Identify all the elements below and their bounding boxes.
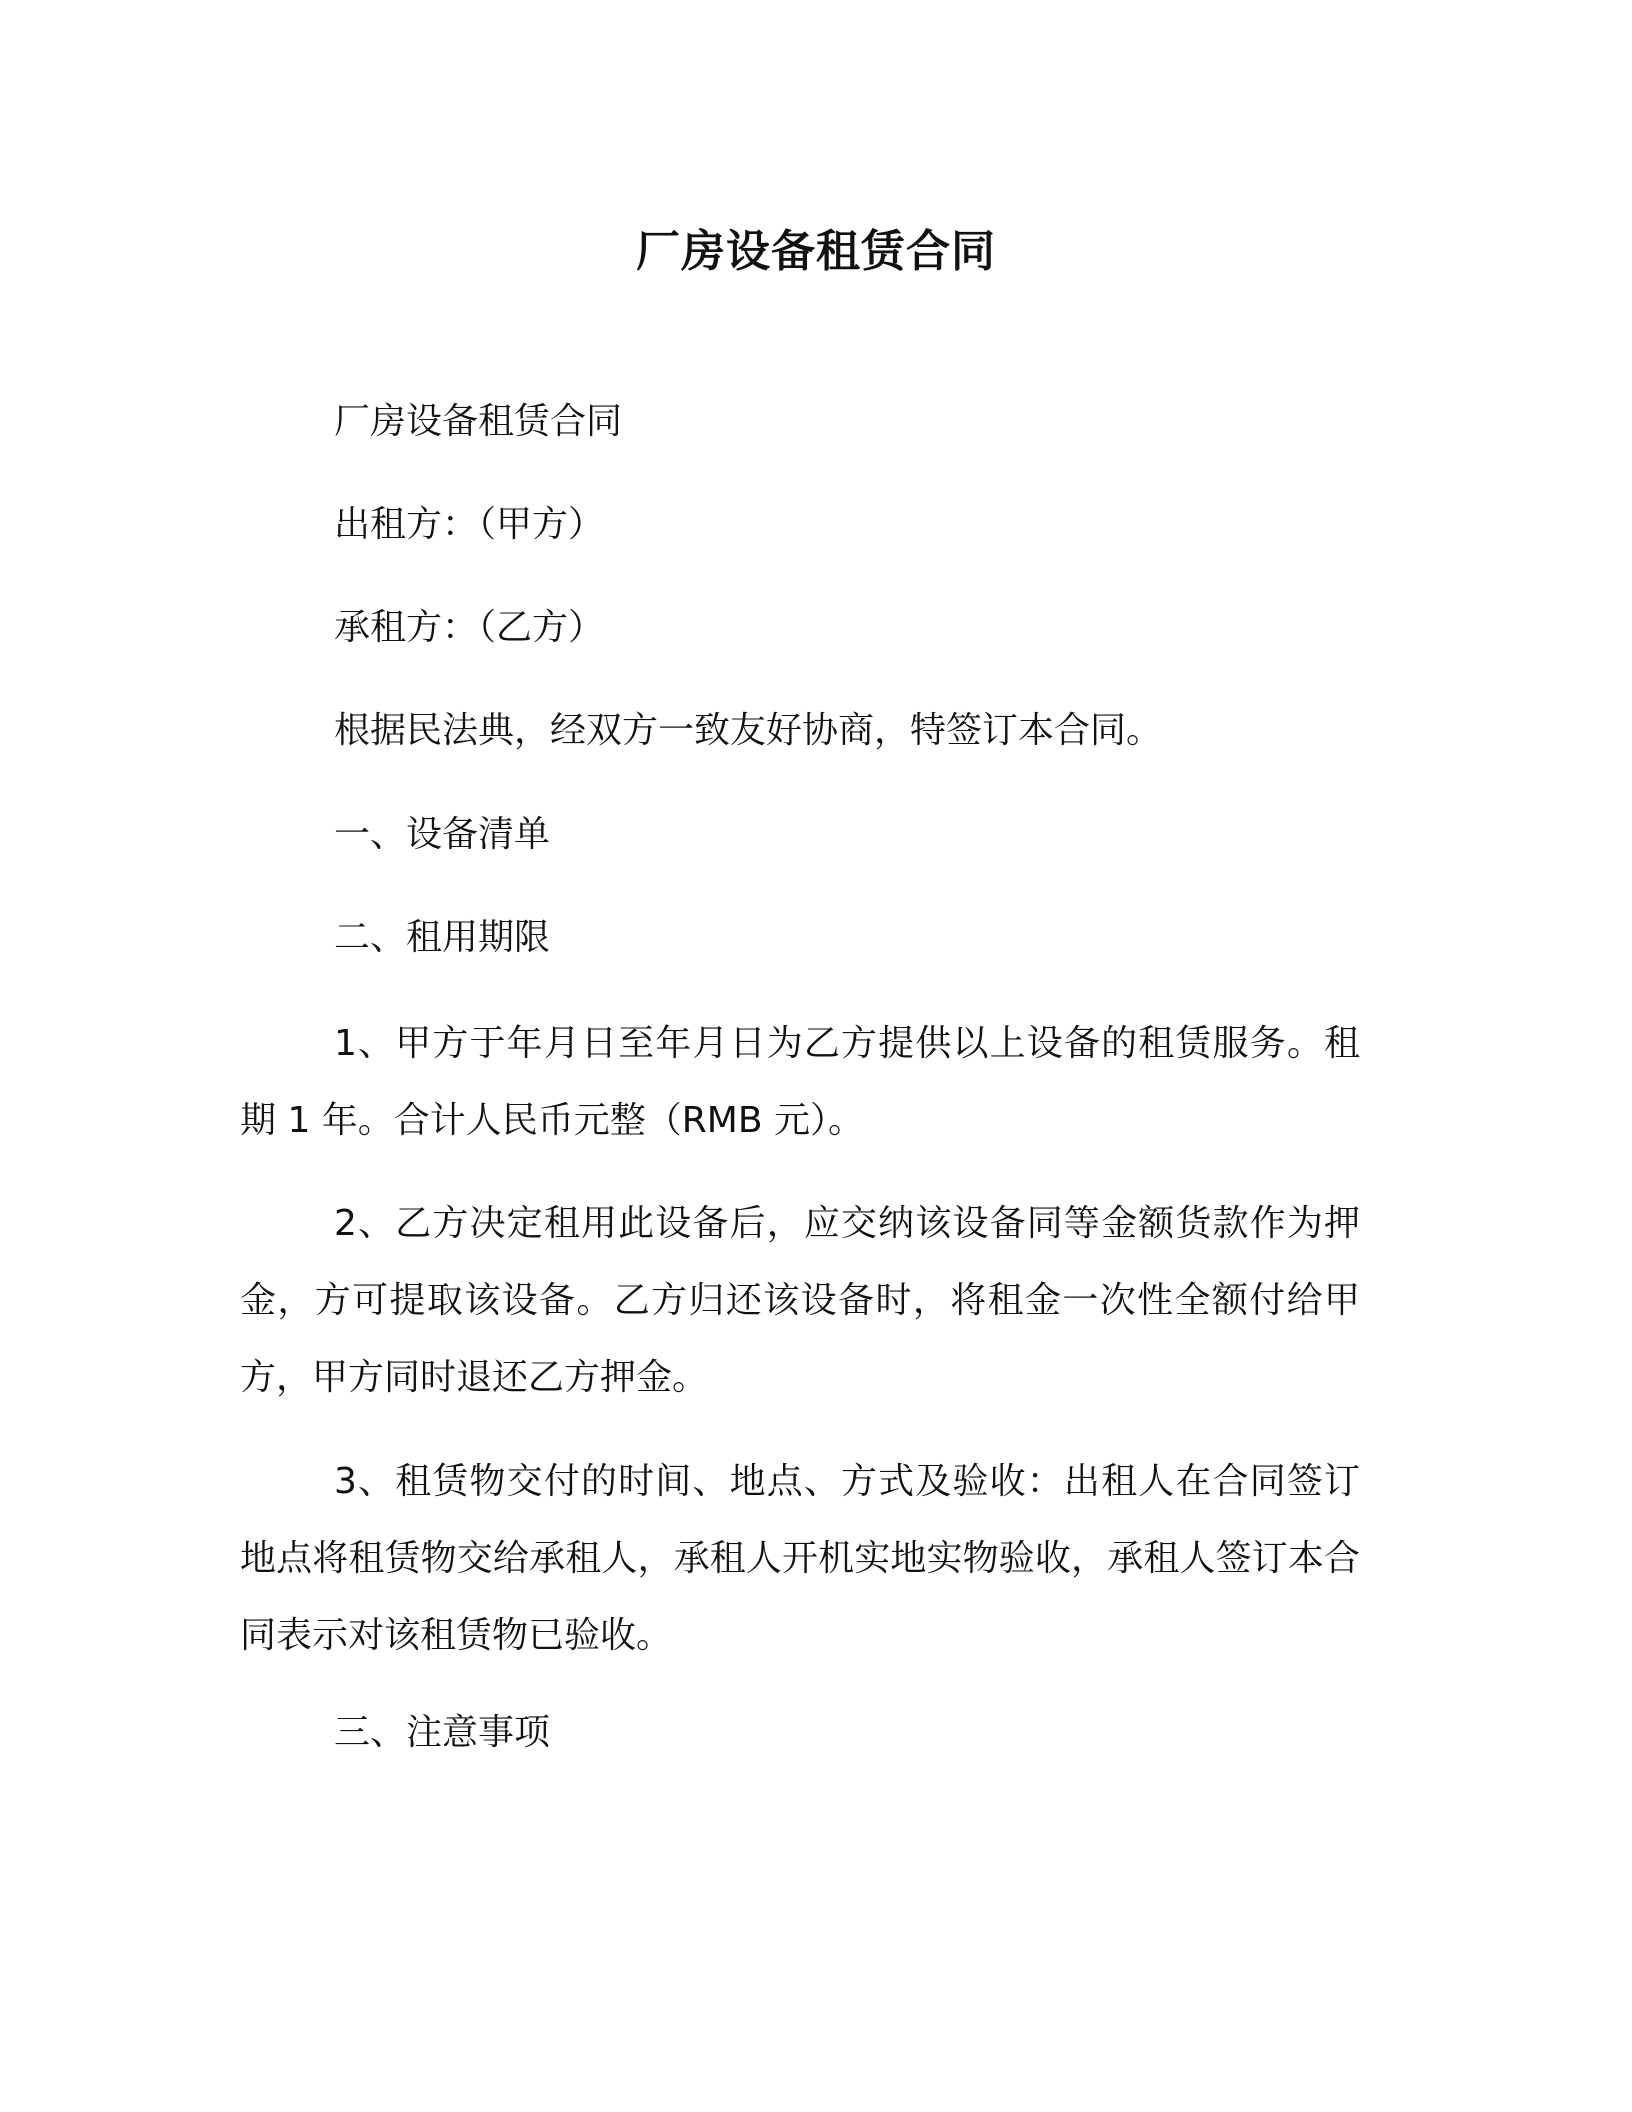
lessor-line: 出租方：（甲方） (334, 504, 605, 545)
clause-3-paragraph: 3、租赁物交付的时间、地点、方式及验收：出租人在合同签订地点将租赁物交给承租人，承租人开机实地实物验收，承租人签订本合同表示对该租赁物已验收。 (240, 1461, 1360, 1656)
preamble-line: 根据民法典，经双方一致友好协商，特签订本合同。 (334, 710, 1163, 751)
clause-1-paragraph: 1、甲方于年月日至年月日为乙方提供以上设备的租赁服务。租期 1 年。合计人民币元整（RMB 元）。 (240, 1023, 1360, 1141)
section-heading-lease-term: 二、租用期限 (334, 917, 551, 958)
lessee-line: 承租方：（乙方） (334, 607, 605, 648)
section-heading-notes: 三、注意事项 (334, 1712, 551, 1753)
document-title: 厂房设备租赁合同 (636, 226, 996, 277)
clause-2-paragraph: 2、乙方决定租用此设备后，应交纳该设备同等金额货款作为押金，方可提取该设备。乙方归还该设备时，将租金一次性全额付给甲方，甲方同时退还乙方押金。 (240, 1203, 1360, 1398)
contract-name-line: 厂房设备租赁合同 (334, 401, 623, 442)
section-heading-equipment-list: 一、设备清单 (334, 814, 551, 855)
